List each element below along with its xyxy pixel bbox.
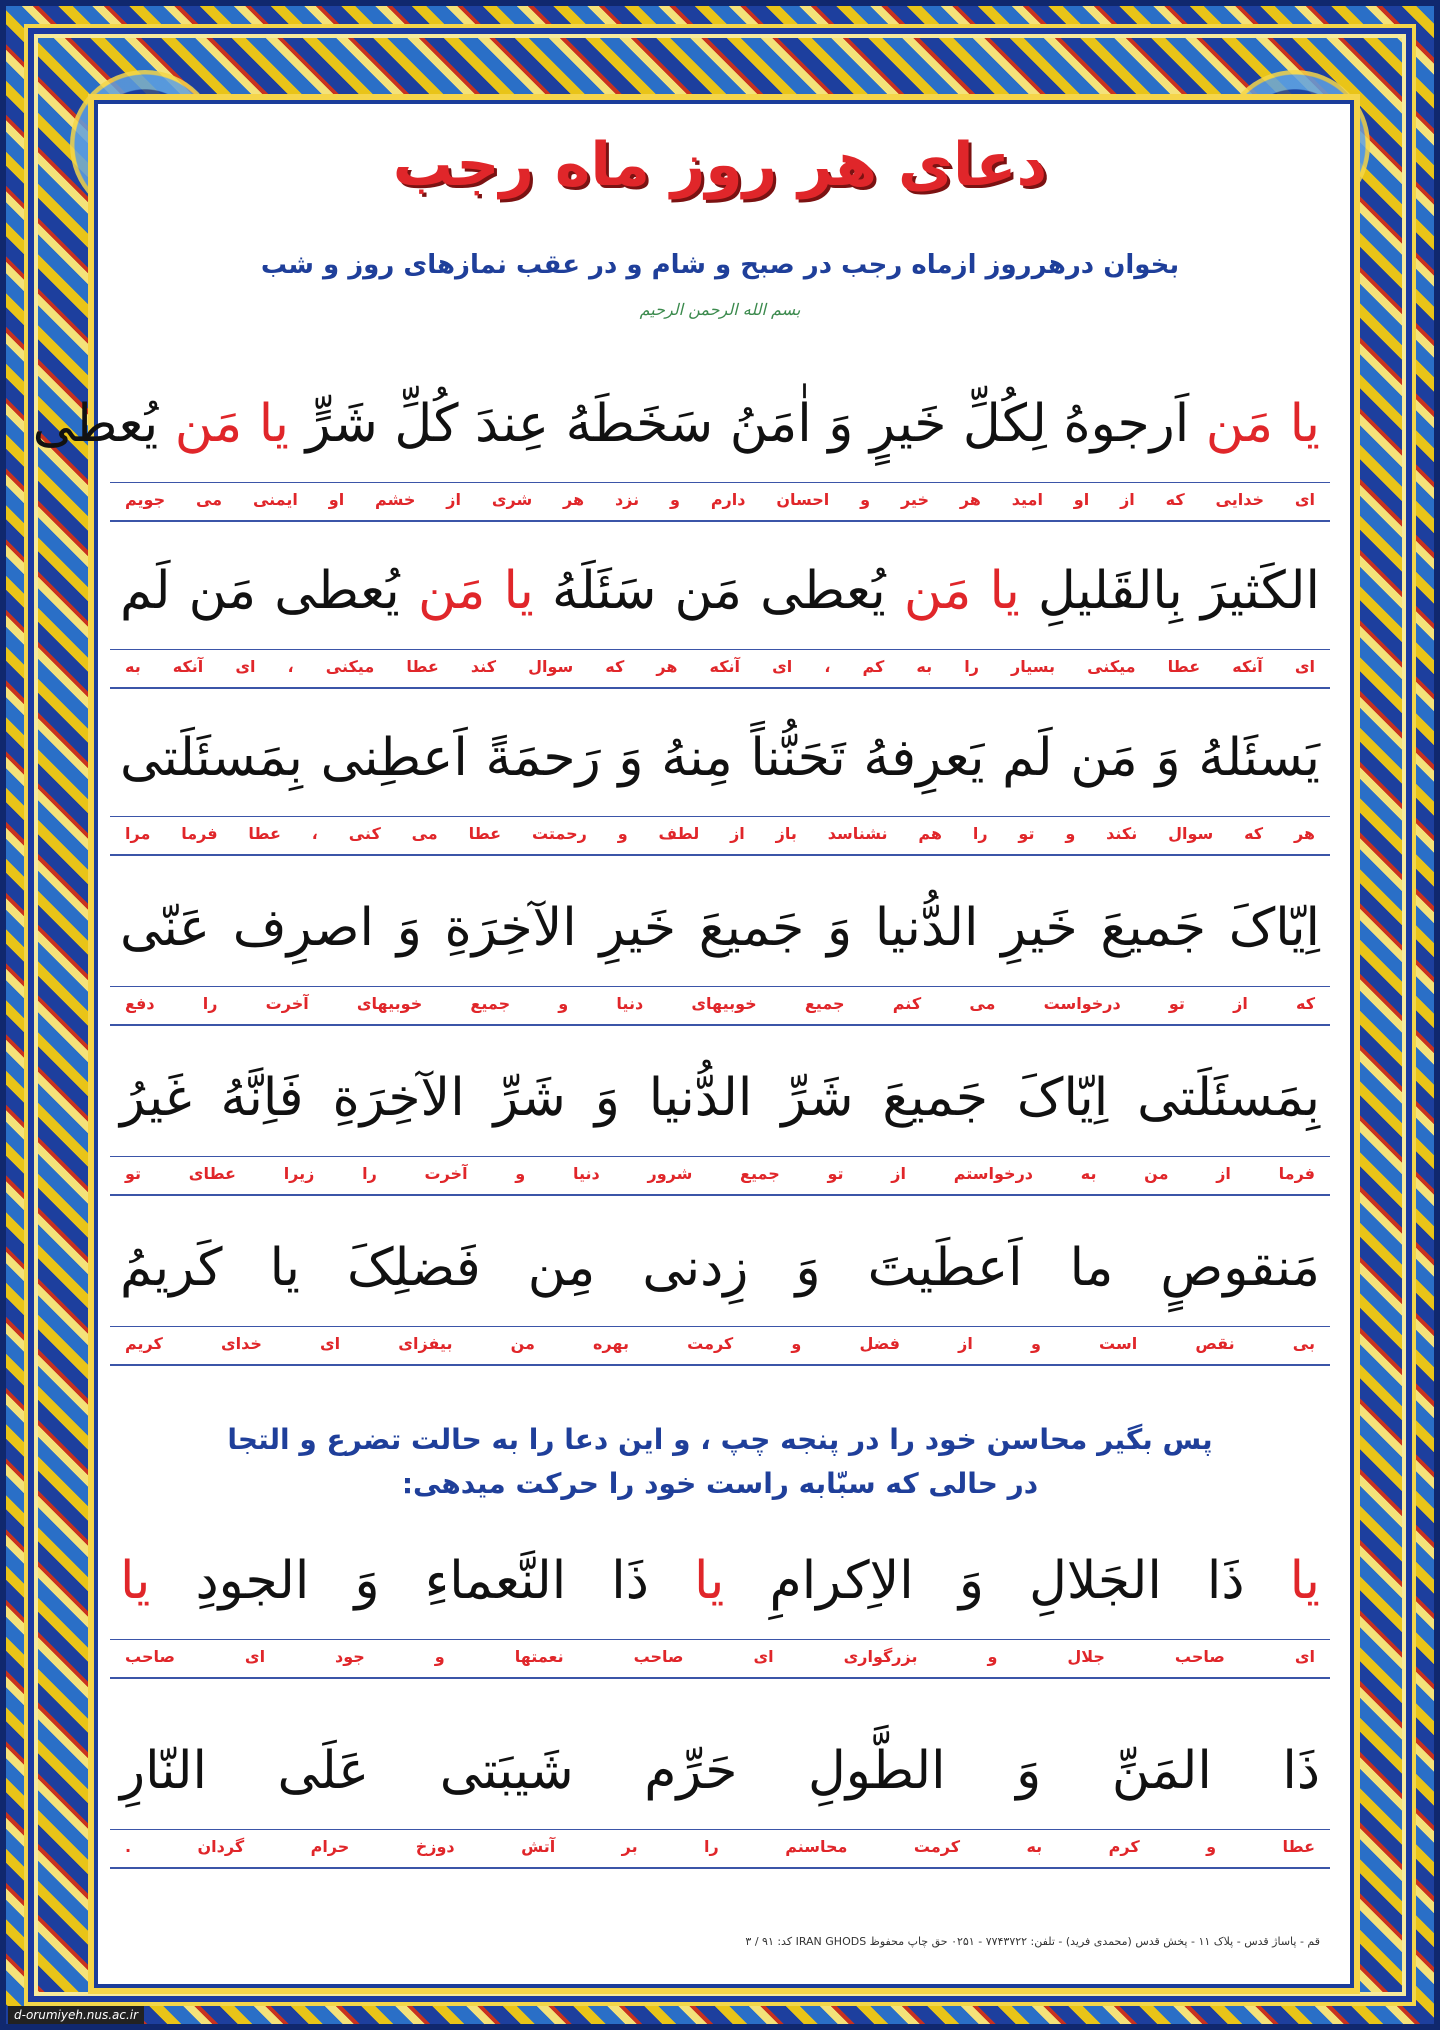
bismillah: بسم الله الرحمن الرحیم [639, 300, 801, 319]
persian-translation: ای صاحب جلال و بزرگواری ای صاحب نعمتها و جود ای صاحب [125, 1647, 1315, 1666]
divider-line [110, 649, 1330, 650]
verse-segment: ذَا المَنِّ وَ الطَّولِ حَرِّم شَیبَتی عَلَی النّارِ [120, 1741, 1320, 1801]
verse-segment: ذَا الجَلالِ وَ الاِکرامِ [724, 1551, 1290, 1611]
arabic-verse-line [120, 898, 1320, 958]
vocative-phrase: یا مَن [174, 394, 290, 454]
divider-line [110, 1194, 1330, 1196]
instruction-line-1: پس بگیر محاسن خود را در پنجه چپ ، و این دعا را به حالت تضرع و التجا [227, 1423, 1213, 1456]
divider-line [110, 520, 1330, 522]
arabic-verse-line [120, 728, 1320, 788]
arabic-verse-line [120, 1068, 1320, 1128]
vocative-phrase: یا [1289, 1551, 1320, 1611]
poster-title: دعای هر روز ماه رجب [392, 130, 1048, 200]
divider-line [110, 816, 1330, 817]
verse-segment: یُعطی مَن سَئَلَهُ [533, 561, 904, 621]
divider-line [110, 1639, 1330, 1640]
persian-translation: که از تو درخواست می کنم جمیع خوبیهای دنیا و جمیع خوبیهای آخرت را دفع [125, 994, 1315, 1013]
arabic-verse-line [120, 1741, 1320, 1801]
arabic-verse-line [120, 1551, 1320, 1611]
persian-translation: ای خدایی که از او امید هر خیر و احسان دارم و نزد هر شری از خشم او ایمنی می جویم [125, 490, 1315, 509]
divider-line [110, 1156, 1330, 1157]
verse-segment: بِمَسئَلَتی اِیّاکَ جَمیعَ شَرِّ الدُّنیا وَ شَرِّ الآخِرَةِ فَاِنَّهُ غَیرُ [120, 1068, 1320, 1128]
vocative-phrase: یا مَن [417, 561, 534, 621]
poster-panel [94, 100, 1354, 1988]
watermark: d-orumiyeh.nus.ac.ir [8, 2006, 144, 2024]
verse-segment: مَنقوصٍ ما اَعطَیتَ وَ زِدنی مِن فَضلِکَ یا کَریمُ [120, 1238, 1320, 1298]
publisher-footer: قم - پاساژ قدس - پلاک ۱۱ - پخش قدس (محمدی فرید) - تلفن: ۷۷۴۳۷۲۲ - ۰۲۵۱ حق چاپ محفوظ IRAN GHODS کد: ۹۱ / ۳ [745, 1935, 1320, 1948]
poster-subtitle: بخوان درهرروز ازماه رجب در صبح و شام و در عقب نمازهای روز و شب [260, 250, 1180, 280]
persian-translation: بی نقص است و از فضل و کرمت بهره من بیفزای ای خدای کریم [125, 1334, 1315, 1353]
arabic-verse-line [32, 394, 1320, 454]
divider-line [110, 1024, 1330, 1026]
divider-line [110, 687, 1330, 689]
divider-line [110, 482, 1330, 483]
vocative-phrase: یا [120, 1551, 151, 1611]
verse-segment: ذَا النَّعماءِ وَ الجودِ [150, 1551, 695, 1611]
verse-segment: یُعطی [32, 394, 175, 454]
divider-line [110, 1867, 1330, 1869]
divider-line [110, 1829, 1330, 1830]
instruction-line-2: در حالی که سبّابه راست خود را حرکت میدهی: [401, 1467, 1039, 1500]
divider-line [110, 1364, 1330, 1366]
verse-segment: یَسئَلهُ وَ مَن لَم یَعرِفهُ تَحَنُّناً مِنهُ وَ رَحمَةً اَعطِنی بِمَسئَلَتی [120, 728, 1320, 788]
verse-segment: الکَثیرَ بِالقَلیلِ [1019, 561, 1320, 621]
divider-line [110, 1677, 1330, 1679]
persian-translation: هر که سوال نکند و تو را هم نشناسد باز از لطف و رحمتت عطا می کنی ، عطا فرما مرا [125, 824, 1315, 843]
arabic-verse-line [120, 1238, 1320, 1298]
persian-translation: عطا و کرم به کرمت محاسنم را بر آتش دوزخ حرام گردان . [125, 1837, 1315, 1856]
vocative-phrase: یا مَن [903, 561, 1020, 621]
vocative-phrase: یا [694, 1551, 725, 1611]
divider-line [110, 854, 1330, 856]
verse-segment: یُعطی مَن لَم [120, 561, 418, 621]
divider-line [110, 986, 1330, 987]
verse-segment: اِیّاکَ جَمیعَ خَیرِ الدُّنیا وَ جَمیعَ خَیرِ الآخِرَةِ وَ اصرِف عَنّی [120, 898, 1320, 958]
persian-translation: فرما از من به درخواستم از تو جمیع شرور دنیا و آخرت را زیرا عطای تو [125, 1164, 1315, 1183]
divider-line [110, 1326, 1330, 1327]
verse-segment: اَرجوهُ لِکُلِّ خَیرٍ وَ اٰمَنُ سَخَطَهُ عِندَ کُلِّ شَرٍّ [289, 394, 1206, 454]
vocative-phrase: یا مَن [1205, 394, 1320, 454]
persian-translation: ای آنکه عطا میکنی بسیار را به کم ، ای آنکه هر که سوال کند عطا میکنی ، ای آنکه به [125, 657, 1315, 676]
arabic-verse-line [120, 561, 1320, 621]
